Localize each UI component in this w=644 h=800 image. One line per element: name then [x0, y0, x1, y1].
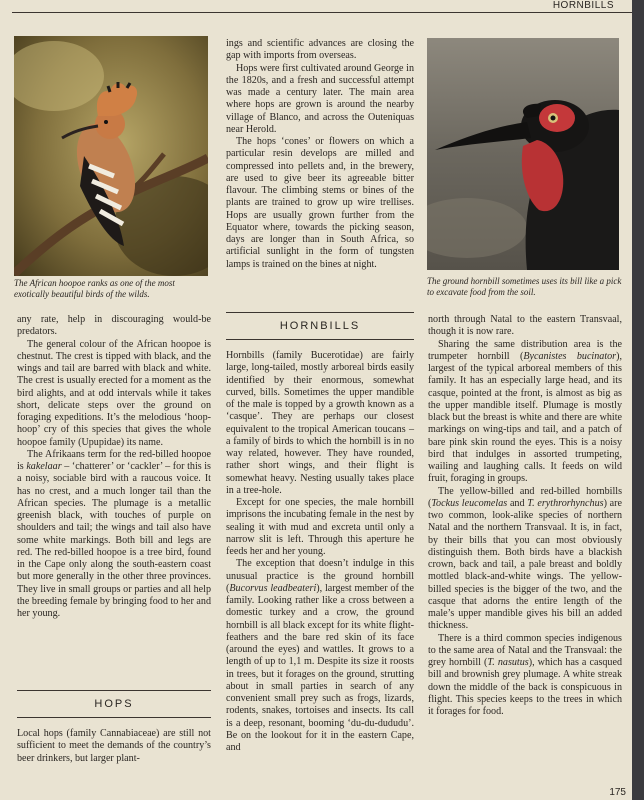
right-column	[428, 314, 622, 718]
header-rule	[12, 12, 632, 13]
paragraph: Local hops (family Cannabiaceae) are still not sufficient to meet the demands of the country’s beer drinkers, but larger plant-	[17, 728, 211, 764]
hops-rule-top	[17, 690, 211, 691]
hoopoe-illustration	[14, 36, 208, 276]
hornbill-caption: The ground hornbill sometimes uses its bill like a pick to excavate food from the soil.	[427, 276, 622, 297]
hops-rule-bottom	[17, 717, 211, 718]
hoopoe-photo	[14, 36, 208, 276]
ground-hornbill-illustration	[427, 38, 619, 270]
hops-column	[17, 728, 211, 765]
paragraph: The Afrikaans term for the red-billed hoopoe is kakelaar – ‘chatterer’ or ‘cackler’ – for this is a noisy, sociable bird with a raucous voice. It has no crest, and a much longer tail than the African species. The plumage is a metallic greenish black, with touches of purple on shoulders and tail; the wings and tail also have some white markings. Both bill and legs are red. The red-billed hoopoe is a tree bird, found in the Cape only along the south-eastern coast but more generally in the other three provinces. They live in small groups or parties and all help the breeding female by bringing food to her and her young.	[17, 448, 211, 619]
paragraph: There is a third common species indigenous to the same area of Natal and the Transvaal: the grey hornbill (T. nasutus), which has a casqued bill and brownish grey plumage. A white streak down the middle of the back is conspicuous in flight. This species keeps to the trees in which it forages for food.	[428, 632, 622, 717]
hornbills-heading: HORNBILLS	[279, 320, 361, 332]
hornbills-rule-bottom	[226, 339, 414, 340]
page-number: 175	[609, 787, 626, 798]
paragraph: north through Natal to the eastern Transvaal, though it is now rare.	[428, 314, 622, 338]
paragraph: The general colour of the African hoopoe is chestnut. The crest is tipped with black, and the wings and tail are barred with black and white. The crest is usually erected for a moment as the bird alights, and at odd intervals while it takes short, delicate steps over the ground on foraging expeditions. It’s the melodious ‘hoop-hoop’ cry of this species that gives the whole hoopoe family (Upupidae) its name.	[17, 338, 211, 448]
paragraph: Except for one species, the male hornbill imprisons the incubating female in the nest by sealing it with mud and excreta until only a narrow slit is left. Through this aperture he feeds her and her young.	[226, 497, 414, 557]
hoopoe-caption: The African hoopoe ranks as one of the most exotically beautiful birds of the wilds.	[14, 278, 175, 299]
paragraph: any rate, help in discouraging would-be predators.	[17, 314, 211, 338]
left-column	[17, 314, 211, 620]
paragraph: ings and scientific advances are closing the gap with imports from overseas.	[226, 38, 414, 62]
middle-column-top	[226, 38, 414, 271]
page-edge-shadow	[632, 0, 644, 800]
paragraph: Hops were first cultivated around George in the 1820s, and a fresh and successful attempt was made a century later. The main area where hops are grown is around the nearby village of Blanco, and across the Outeniquas near Herold.	[226, 62, 414, 135]
paragraph: The exception that doesn’t indulge in this unusual practice is the ground hornbill (Bucorvus leadbeateri), largest member of the family. Looking rather like a cross between a domestic turkey and a crow, the ground hornbill is all black except for its white flight-feathers and the bare red skin of its face (around the eyes) and wattles. It grows to a length of up to 1,1 m. Despite its size it roosts in trees, but it forages on the ground, strutting about in small parties in search of any convenient small prey such as frogs, lizards, rodents, snakes, tortoises and insects. Its call is a deep, resonant, booming ‘du-du-dududu’. Be on the lookout for it in the eastern Cape, and	[226, 558, 414, 753]
hops-heading: HOPS	[94, 698, 134, 710]
paragraph: Sharing the same distribution area is the trumpeter hornbill (Bycanistes bucinator), largest of the typical arboreal members of this family. It has an especially large head, and its casque, pointed at the front, is almost as big as the upper mandible itself. Plumage is mostly black but the breast is white and there are white markings on wing-tips and tail, and a patch of bare pink skin round the eyes. This is a noisy bird that indulges in assorted trumpeting, wailing and laughing calls. It feeds on wild fruit, foraging in groups.	[428, 338, 622, 485]
paragraph: The hops ‘cones’ or flowers on which a particular resin develops are milled and compressed into pellets and, in the brewery, are used to give beer its agreeable bitter flavour. The climbing stems or bines of the plants are trained to grow up wire trellises. Hops are usually grown further from the Equator where, towards the picking season, days are longer than in South Africa, so artificial sunlight in the form of tungsten lamps is trained on the bines at night.	[226, 136, 414, 270]
paragraph: Hornbills (family Bucerotidae) are fairly large, long-tailed, mostly arboreal birds easily identified by their enormous, somewhat curved, bills. Sometimes the upper mandible of the male is topped by a growth known as a ‘casque’. They are perhaps our closest equivalent to the tropical American toucans – a family of birds to which the hornbill is in no way related, however. They have rounded, rather short wings, and their flight is somewhat heavy. Nesting usually takes place in a tree-hole.	[226, 350, 414, 496]
hornbill-photo	[427, 38, 619, 270]
running-head: HORNBILLS	[547, 0, 614, 11]
middle-column-bottom	[226, 350, 414, 754]
hornbills-rule-top	[226, 312, 414, 313]
paragraph: The yellow-billed and red-billed hornbills (Tockus leucomelas and T. erythrorhynchus) are two common, look-alike species of northern Natal and the northern Transvaal. It is, in fact, by their bills that you can most obviously distinguish them. Both birds have a blackish crown, back and tail, a pale breast and boldly mottled black-and-white wings. The yellow-billed species is the bigger of the two, and the casque that adorns the entire length of the male’s upper mandible gives his bill an added thickness.	[428, 485, 622, 632]
